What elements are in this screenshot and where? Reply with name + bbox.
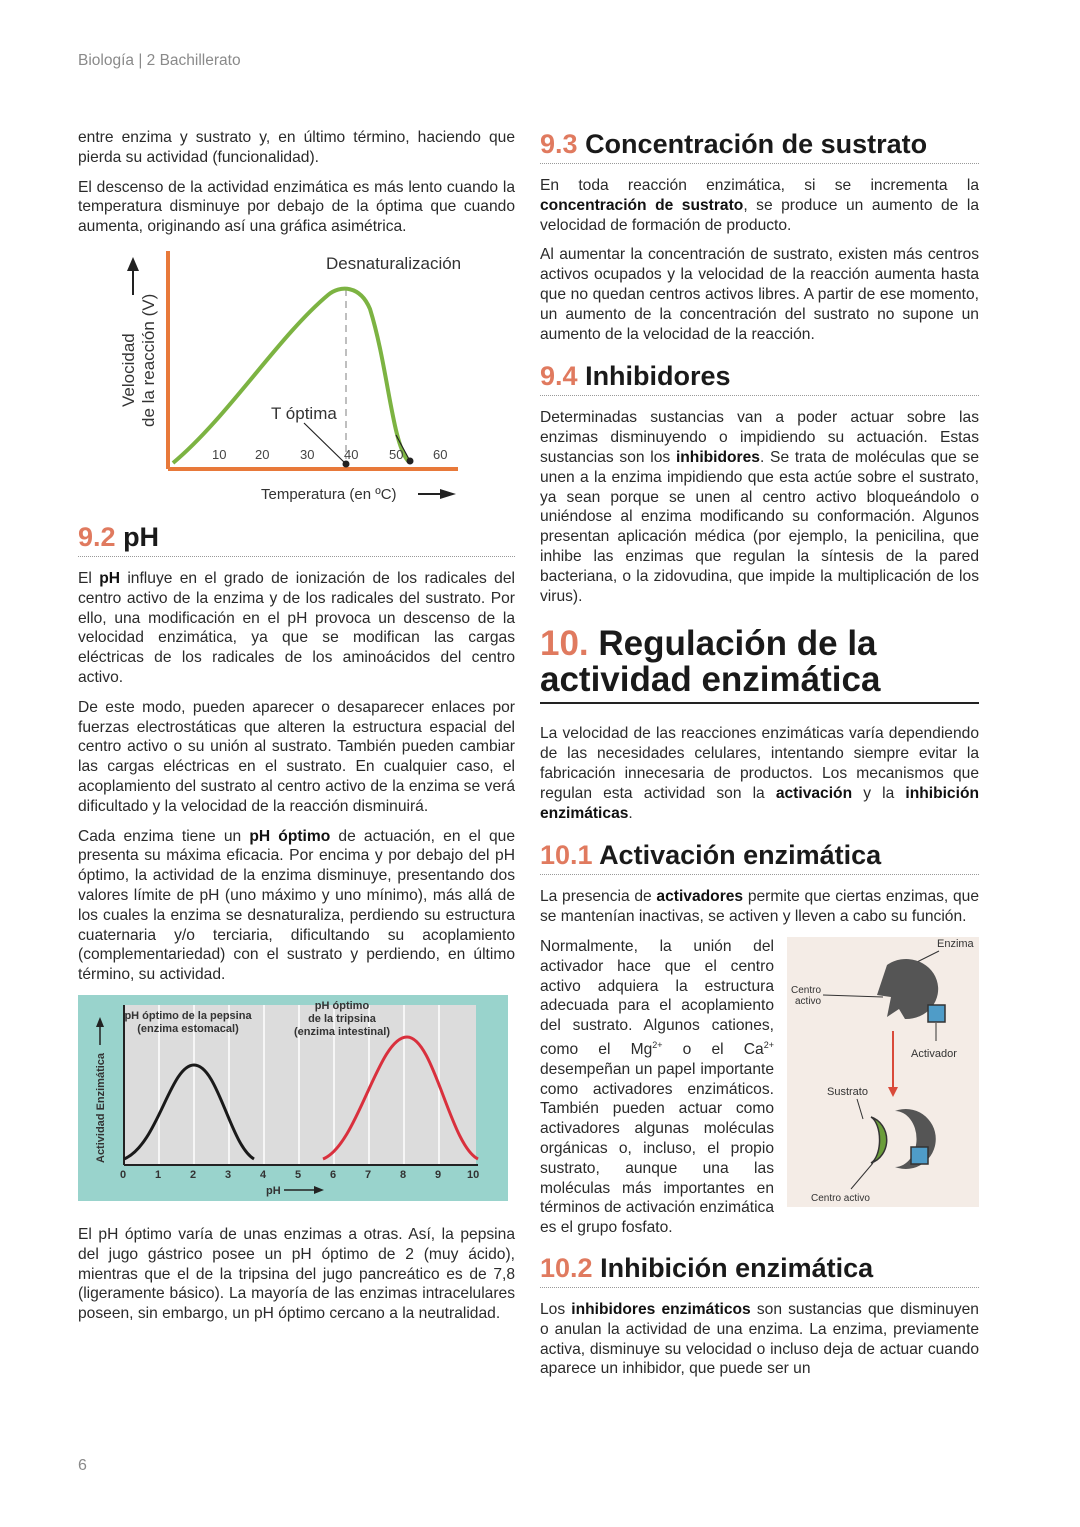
x-axis-label: Temperatura (en ºC) xyxy=(261,485,397,503)
left-column xyxy=(78,128,515,1334)
temperature-chart xyxy=(78,247,515,507)
chart-title: Desnaturalización xyxy=(326,253,462,273)
section-number: 10.1 xyxy=(540,840,593,871)
activator-square xyxy=(928,1005,945,1022)
chapter-title: Regulación de la actividad enzimática xyxy=(540,624,881,700)
active-center-label-1: Centro xyxy=(791,984,822,996)
section-number: 10.2 xyxy=(540,1253,593,1284)
x-axis-label: pH xyxy=(266,1184,281,1197)
y-axis-arrow xyxy=(127,257,139,271)
tick-label: 20 xyxy=(255,446,270,462)
paragraph: Los inhibidores enzimáticos son sustancias que disminuyen o anulan la actividad de una enzima. La enzima, previamente activa, disminuye su velocidad o incluso deja de actuar cuando aparece un inhibidor, que puede ser un xyxy=(540,1301,979,1378)
tick-label: 7 xyxy=(365,1168,372,1181)
bound-activator-square xyxy=(911,1147,928,1164)
pepsin-label-1: pH óptimo de la pepsina xyxy=(124,1009,252,1022)
denaturation-dot xyxy=(407,457,414,464)
section-number: 9.2 xyxy=(78,521,116,552)
tick-label: 60 xyxy=(433,446,448,462)
tick-label: 3 xyxy=(225,1168,232,1181)
paragraph: Normalmente, la unión del activador hace que el centro activo adquiera la estructura adecuada para el acoplamiento del sustrato. Algunos cationes, como el $Mg^{2+}$ o el $Ca^{2+}$ desempeñan un papel importante como activadores enzimáticos. También pueden actuar como activadores algunas moléculas orgánicas o, incluso, el propio sustrato, aunque una las moléculas más importantes en términos de activación enzimática es el grupo fosfato. xyxy=(540,937,775,1237)
paragraph: El descenso de la actividad enzimática es más lento cuando la temperatura disminuye por debajo de la óptima que cuando aumenta, originando así una gráfica asimétrica. xyxy=(78,178,515,236)
paragraph: La presencia de activadores permite que ciertas enzimas, que se mantenían inactivas, se activen y lleven a cabo su función. xyxy=(540,888,979,926)
tick-label: 4 xyxy=(260,1168,267,1181)
chapter-heading-10 xyxy=(540,626,979,704)
section-title: Inhibidores xyxy=(585,361,731,392)
y-axis-label: Actividad Enzimática xyxy=(95,1052,107,1163)
active-center-bottom-label: Centro activo xyxy=(811,1192,870,1204)
x-axis-arrow xyxy=(440,489,456,499)
tick-label: 30 xyxy=(300,446,315,462)
section-heading-10-2 xyxy=(540,1252,979,1288)
section-title: Concentración de sustrato xyxy=(585,129,928,159)
section-title: Inhibición enzimática xyxy=(600,1253,874,1284)
tick-label: 50 xyxy=(389,446,404,462)
paragraph: Cada enzima tiene un pH óptimo de actuación, en el que presenta su máxima eficacia. Por encima y por debajo del pH óptimo, la actividad de la enzima disminuye, presentando dos valores límite de pH (uno máximo y uno mínimo), más allá de los cuales la enzima se desnaturaliza, perdiendo su estructura cuaternaria y/o terciaria, dificultando su acoplamiento (complementariedad) con el sustrato y perdiendo, en último término, su actividad. xyxy=(78,827,515,984)
pepsin-label-2: (enzima estomacal) xyxy=(137,1022,239,1035)
page-header: Biología | 2 Bachillerato xyxy=(78,52,241,69)
paragraph: En toda reacción enzimática, si se incrementa la concentración de sustrato, se produce un aumento de la velocidad de formación de producto. xyxy=(540,177,979,234)
section-heading-9-3 xyxy=(540,128,979,164)
ph-chart xyxy=(78,995,515,1207)
section-heading-9-4 xyxy=(540,360,979,396)
section-heading-10-1 xyxy=(540,839,979,875)
tick-label: 0 xyxy=(120,1168,127,1181)
tick-label: 10 xyxy=(212,446,227,462)
tick-label: 8 xyxy=(400,1168,407,1181)
paragraph: La velocidad de las reacciones enzimáticas varía dependiendo de las necesidades celulares, intentando siempre evitar la fabricación innecesaria de productos. Los mecanismos que regulan esta actividad son la activación y la inhibición enzimáticas. xyxy=(540,725,979,822)
section-heading-ph xyxy=(78,521,515,557)
tick-label: 6 xyxy=(330,1168,337,1181)
paragraph: Determinadas sustancias van a poder actuar sobre las enzimas disminuyendo o impidiendo su actuación. Estas sustancias son los inhibidores. Se trata de moléculas que se unen a la enzima impidiendo que esta actúe sobre el sustrato, ya sean porque se unen al centro activo bloqueándolo o uniéndose al enzima modificando su conformación. Algunos presentan aplicación médica (por ejemplo, la penicilina, que inhibe las enzimas que regulan la síntesis de la pared bacteriana, o la zidovudina, que impide la multiplicación de los virus). xyxy=(540,409,979,605)
paragraph: entre enzima y sustrato y, en último término, haciendo que pierda su actividad (funcionalidad). xyxy=(78,129,515,166)
trypsin-label-1: pH óptimo xyxy=(314,999,370,1012)
velocity-curve xyxy=(173,289,408,463)
tick-label: 1 xyxy=(155,1168,162,1181)
chapter-number: 10. xyxy=(540,624,589,664)
trypsin-label-3: (enzima intestinal) xyxy=(294,1025,390,1038)
substrate-label: Sustrato xyxy=(827,1085,868,1098)
enzyme-label: Enzima xyxy=(937,937,974,950)
section-title: Activación enzimática xyxy=(599,840,882,871)
trypsin-label-2: de la tripsina xyxy=(308,1012,376,1025)
paragraph: El pH óptimo varía de unas enzimas a otras. Así, la pepsina del jugo gástrico posee un pH óptimo de 2 (muy ácido), mientras que el de la tripsina del jugo pancreático es de 7,8 (ligeramente básico). La mayoría de las enzimas intracelulares poseen, sin embargo, un pH óptimo cercano a la neutralidad. xyxy=(78,1225,515,1323)
paragraph: El pH influye en el grado de ionización de los radicales del centro activo de la enzima y de los radicales del sustrato. Por ello, una modificación en el pH provoca un descenso de la velocidad enzimática, ya que se modifican las cargas eléctricas de los radicales de los aminoácidos del centro activo. xyxy=(78,569,515,686)
t-optima-label: T óptima xyxy=(271,403,337,423)
activation-diagram xyxy=(787,937,979,1207)
paragraph: De este modo, pueden aparecer o desaparecer enlaces por fuerzas electrostáticas que alteren la estructura espacial del centro activo o su unión al sustrato. También pueden cambiar las cargas eléctricas en el sustrato. En cualquier caso, el acoplamiento del sustrato al centro activo de la enzima se verá dificultado y la velocidad de la reacción disminuirá. xyxy=(78,698,515,815)
tick-label: 5 xyxy=(295,1168,302,1181)
tick-label: 10 xyxy=(467,1168,480,1181)
y-axis-label-2: de la reacción (V) xyxy=(139,293,158,427)
activator-label: Activador xyxy=(911,1047,957,1060)
section-number: 9.3 xyxy=(540,129,578,159)
tick-label: 2 xyxy=(190,1168,197,1181)
tick-label: 9 xyxy=(435,1168,442,1181)
tick-label: 40 xyxy=(344,446,359,462)
paragraph: Al aumentar la concentración de sustrato, existen más centros activos ocupados y la velocidad de la reacción aumenta hasta que no quedan centros activos libres. A partir de ese momento, un aumento de la concentración del sustrato no supone un aumento de la velocidad de la reacción. xyxy=(540,246,979,343)
page-number: 6 xyxy=(78,1457,87,1474)
section-title: pH xyxy=(123,521,160,552)
y-axis-label-1: Velocidad xyxy=(119,333,138,407)
right-column xyxy=(540,128,979,1389)
section-number: 9.4 xyxy=(540,361,578,392)
active-center-label-2: activo xyxy=(795,995,822,1007)
activation-block xyxy=(540,937,979,1248)
